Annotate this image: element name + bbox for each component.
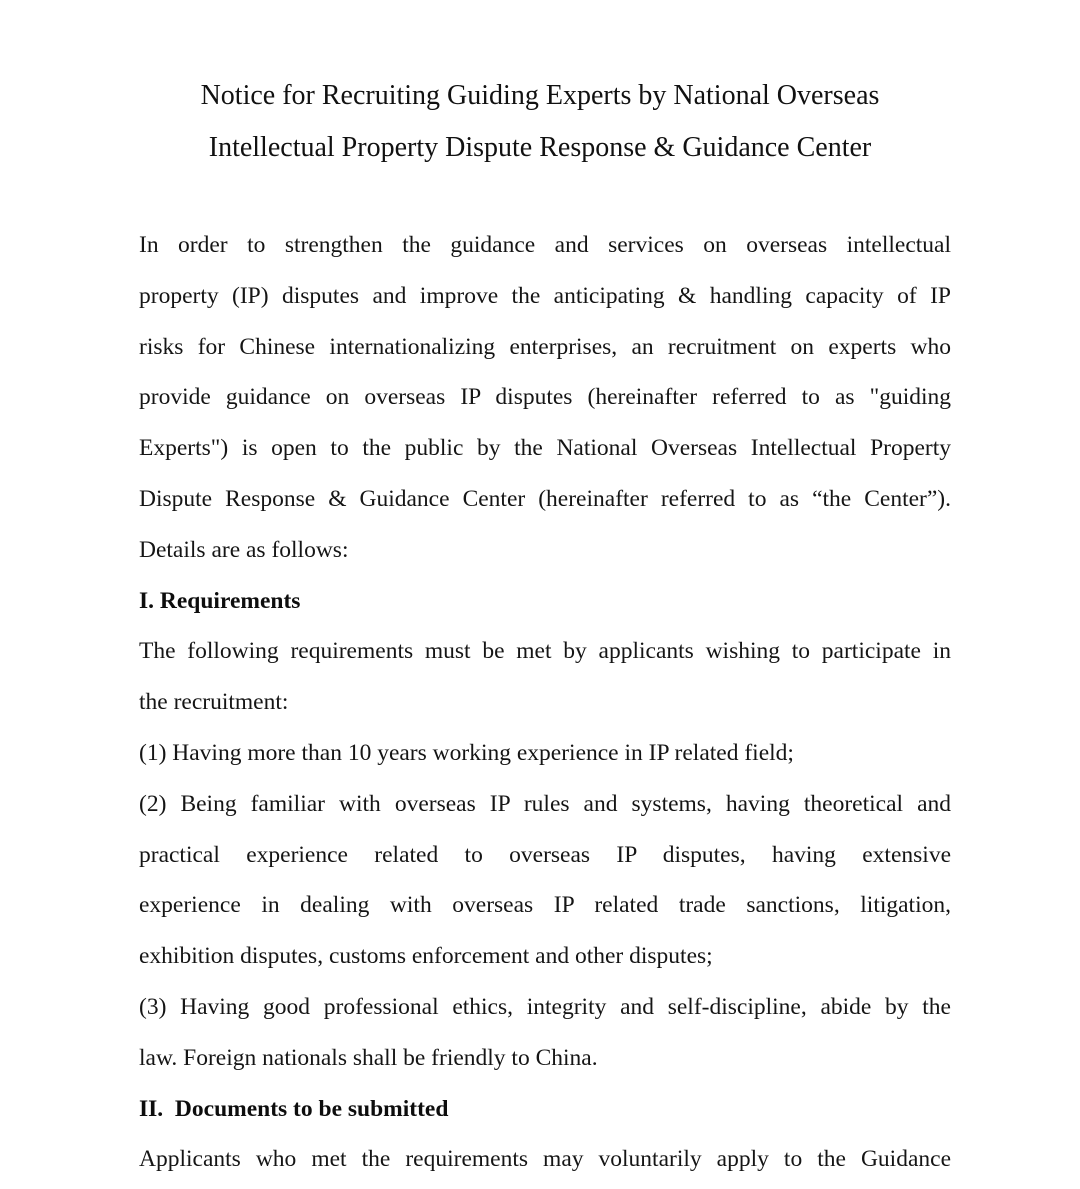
text-line: law. Foreign nationals shall be friendly to China. <box>139 1044 598 1071</box>
document-title <box>0 70 1080 174</box>
requirement-item-3 <box>139 982 951 1084</box>
requirement-item-2 <box>139 779 951 982</box>
section-heading-documents: II. Documents to be submitted <box>139 1095 449 1122</box>
text-line: (3) Having good professional ethics, integrity and self-discipline, abide by the <box>139 993 951 1020</box>
text-line: Details are as follows: <box>139 536 349 563</box>
text-line: property (IP) disputes and improve the anticipating & handling capacity of IP <box>139 282 951 309</box>
text-line: Experts") is open to the public by the National Overseas Intellectual Property <box>139 435 951 462</box>
text-line: (1) Having more than 10 years working experience in IP related field; <box>139 739 794 766</box>
text-line: provide guidance on overseas IP disputes (hereinafter referred to as "guiding <box>139 384 951 411</box>
requirement-item-1 <box>139 728 951 779</box>
text-line: (2) Being familiar with overseas IP rules and systems, having theoretical and <box>139 790 951 817</box>
requirements-lead-paragraph <box>139 626 951 728</box>
document-body <box>139 220 951 1185</box>
intro-paragraph <box>139 220 951 576</box>
text-line: Dispute Response & Guidance Center (hereinafter referred to as “the Center”). <box>139 485 951 512</box>
documents-lead-paragraph <box>139 1134 951 1185</box>
section-heading-requirements: I. Requirements <box>139 587 301 614</box>
text-line: In order to strengthen the guidance and services on overseas intellectual <box>139 232 951 258</box>
text-line: practical experience related to overseas IP disputes, having extensive <box>139 841 951 868</box>
text-line: the recruitment: <box>139 689 289 716</box>
title-line-1: Notice for Recruiting Guiding Experts by National Overseas <box>200 80 880 111</box>
text-line: The following requirements must be met by applicants wishing to participate in <box>139 638 951 665</box>
text-line: Applicants who met the requirements may voluntarily apply to the Guidance <box>139 1146 951 1173</box>
text-line: risks for Chinese internationalizing enterprises, an recruitment on experts who <box>139 333 951 360</box>
text-line: experience in dealing with overseas IP related trade sanctions, litigation, <box>139 892 951 919</box>
text-line: exhibition disputes, customs enforcement and other disputes; <box>139 943 713 970</box>
title-line-2: Intellectual Property Dispute Response & Guidance Center <box>208 132 872 163</box>
